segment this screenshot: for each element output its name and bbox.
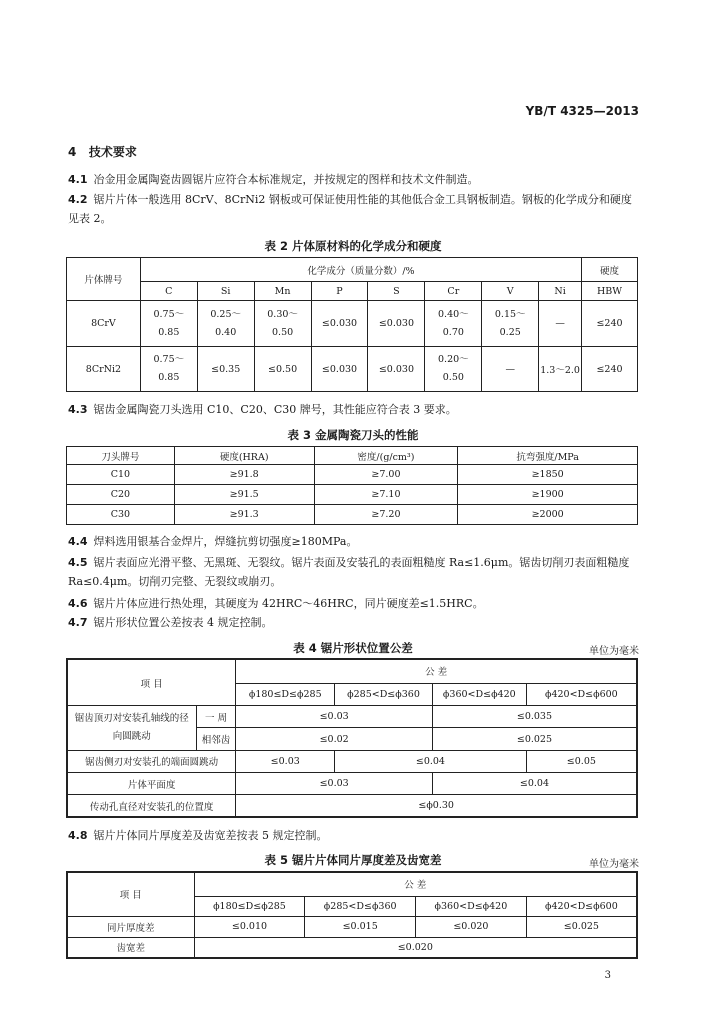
clause-number: 4.6	[68, 597, 88, 610]
table-row	[67, 772, 637, 794]
clause-4-4	[68, 532, 638, 551]
t3-header: 硬度(HRA)	[174, 447, 314, 465]
table4-unit: 单位为毫米	[589, 646, 639, 657]
t4-cell: ≤0.03	[236, 750, 335, 772]
t3-cell: ≥7.10	[314, 485, 458, 505]
t4-row-label: 锯齿顶刃对安装孔轴线的径向圆跳动	[67, 706, 196, 751]
clause-text: 锯片片体一般选用 8CrV、8CrNi2 钢板或可保证使用性能的其他低合金工具钢板制造。钢板的化学成分和硬度见表 2。	[68, 193, 632, 225]
table-row	[67, 750, 637, 772]
t4-cell: ≤0.035	[432, 706, 637, 728]
t3-cell: ≥7.00	[314, 465, 458, 485]
section-number: 4	[68, 145, 77, 159]
t2-header-composition: 化学成分（质量分数）/%	[140, 258, 581, 282]
t4-sub-label: 相邻齿	[196, 728, 236, 750]
t2-cell: ≤0.030	[368, 347, 425, 392]
t5-cell: ≤0.010	[194, 916, 305, 937]
table-row	[67, 485, 638, 505]
t5-header-tolerance: 公 差	[194, 872, 637, 896]
t2-cell: 0.20～ 0.50	[425, 347, 482, 392]
table4-caption: 表 4 锯片形状位置公差	[293, 641, 413, 655]
t3-header: 密度/(g/cm³)	[314, 447, 458, 465]
t3-cell: ≥91.3	[174, 505, 314, 525]
t2-element-header: Mn	[254, 282, 311, 301]
t2-cell: 0.75～ 0.85	[140, 347, 197, 392]
table-row	[67, 347, 638, 392]
clause-text: 锯齿金属陶瓷刀头选用 C10、C20、C30 牌号，其性能应符合表 3 要求。	[93, 403, 457, 416]
t4-cell: ≤0.03	[236, 772, 433, 794]
t2-cell: ≤0.35	[197, 347, 254, 392]
clause-4-7	[68, 613, 638, 632]
clause-text: 冶金用金属陶瓷齿圆锯片应符合本标准规定，并按规定的图样和技术文件制造。	[93, 173, 479, 186]
t5-row-label: 同片厚度差	[67, 916, 194, 937]
table4-shape-tolerance	[66, 658, 638, 818]
table-row	[67, 795, 637, 817]
t3-cell: ≥7.20	[314, 505, 458, 525]
t4-cell: ≤0.04	[432, 772, 637, 794]
t2-header-hardness: 硬度	[582, 258, 638, 282]
t2-cell: 0.25～ 0.40	[197, 301, 254, 347]
t2-element-header: Ni	[539, 282, 582, 301]
t4-row-label: 锯齿侧刃对安装孔的端面圆跳动	[67, 750, 236, 772]
clause-number: 4.3	[68, 403, 88, 416]
t3-cell: C20	[67, 485, 175, 505]
t4-sub-label: 一 周	[196, 706, 236, 728]
t2-cell: ≤0.030	[311, 347, 368, 392]
t2-element-header: C	[140, 282, 197, 301]
table-row	[67, 916, 637, 937]
t2-cell: 8CrV	[67, 301, 141, 347]
clause-4-1	[68, 170, 638, 189]
t4-cell: ≤0.05	[526, 750, 637, 772]
t2-element-header: Si	[197, 282, 254, 301]
t2-element-header: Cr	[425, 282, 482, 301]
t4-header-item: 项 目	[67, 659, 236, 706]
clause-text: 锯片表面应光滑平整、无黑斑、无裂纹。锯片表面及安装孔的表面粗糙度 Ra≤1.6μm。锯齿切削刃表面粗糙度 Ra≤0.4μm。切削刃完整、无裂纹或崩刃。	[68, 556, 630, 588]
clause-4-3	[68, 400, 638, 419]
t3-cell: ≥2000	[458, 505, 638, 525]
clause-text: 锯片片体应进行热处理，其硬度为 42HRC～46HRC，同片硬度差≤1.5HRC。	[93, 597, 484, 610]
t2-cell: 0.15～ 0.25	[482, 301, 539, 347]
t5-range-header: ϕ285<D≤ϕ360	[305, 896, 416, 916]
table-row	[67, 301, 638, 347]
table5-caption: 表 5 锯片片体同片厚度差及齿宽差	[264, 853, 442, 867]
clause-number: 4.5	[68, 556, 88, 569]
t2-cell: ≤0.030	[311, 301, 368, 347]
t4-range-header: ϕ420<D≤ϕ600	[526, 683, 637, 705]
table-row	[67, 937, 637, 958]
t5-cell: ≤0.025	[526, 916, 637, 937]
t4-header-tolerance: 公 差	[236, 659, 637, 683]
t2-element-header: V	[482, 282, 539, 301]
clause-number: 4.7	[68, 616, 88, 629]
table2-chemical-composition	[66, 257, 638, 392]
t4-cell: ≤0.04	[335, 750, 527, 772]
t3-cell: ≥1850	[458, 465, 638, 485]
table5-unit: 单位为毫米	[589, 859, 639, 870]
t2-cell: 8CrNi2	[67, 347, 141, 392]
t4-cell: ≤0.03	[236, 706, 433, 728]
table3-caption: 表 3 金属陶瓷刀头的性能	[287, 428, 419, 442]
t4-cell: ≤ϕ0.30	[236, 795, 637, 817]
t5-cell: ≤0.015	[305, 916, 416, 937]
clause-4-6	[68, 594, 638, 613]
clause-number: 4.2	[68, 193, 88, 206]
clause-number: 4.4	[68, 535, 88, 548]
t2-cell: —	[539, 301, 582, 347]
clause-text: 锯片形状位置公差按表 4 规定控制。	[93, 616, 273, 629]
t2-cell: —	[482, 347, 539, 392]
t3-cell: ≥91.5	[174, 485, 314, 505]
section-title: 技术要求	[88, 145, 137, 159]
t2-cell: ≤240	[582, 301, 638, 347]
clause-text: 锯片片体同片厚度差及齿宽差按表 5 规定控制。	[93, 829, 328, 842]
t3-header: 抗弯强度/MPa	[458, 447, 638, 465]
t3-cell: C10	[67, 465, 175, 485]
table-row	[67, 465, 638, 485]
t4-range-header: ϕ180≤D≤ϕ285	[236, 683, 335, 705]
t2-element-header: S	[368, 282, 425, 301]
clause-number: 4.1	[68, 173, 88, 186]
page-number: 3	[604, 970, 611, 981]
t3-cell: ≥1900	[458, 485, 638, 505]
clause-number: 4.8	[68, 829, 88, 842]
t5-cell: ≤0.020	[416, 916, 527, 937]
clause-4-5	[68, 553, 638, 591]
t5-range-header: ϕ420<D≤ϕ600	[526, 896, 637, 916]
table-row	[67, 706, 637, 728]
t5-range-header: ϕ180≤D≤ϕ285	[194, 896, 305, 916]
t2-header-hbw: HBW	[582, 282, 638, 301]
t5-row-label: 齿宽差	[67, 937, 194, 958]
table5-thickness-tolerance	[66, 871, 638, 959]
t2-cell: 0.75～ 0.85	[140, 301, 197, 347]
t2-cell: 0.40～ 0.70	[425, 301, 482, 347]
t5-range-header: ϕ360<D≤ϕ420	[416, 896, 527, 916]
t4-cell: ≤0.025	[432, 728, 637, 750]
t4-row-label: 片体平面度	[67, 772, 236, 794]
table3-cermet-properties	[66, 446, 638, 525]
clause-text: 焊料选用银基合金焊片，焊缝抗剪切强度≥180MPa。	[93, 535, 358, 548]
standard-number-header: YB/T 4325—2013	[525, 104, 639, 118]
t2-cell: ≤0.50	[254, 347, 311, 392]
t2-cell: ≤0.030	[368, 301, 425, 347]
t5-header-item: 项 目	[67, 872, 194, 916]
section-heading	[68, 143, 137, 160]
t2-element-header: P	[311, 282, 368, 301]
clause-4-8	[68, 826, 638, 845]
t4-range-header: ϕ360<D≤ϕ420	[432, 683, 526, 705]
t4-range-header: ϕ285<D≤ϕ360	[335, 683, 433, 705]
t2-cell: ≤240	[582, 347, 638, 392]
t4-row-label: 传动孔直径对安装孔的位置度	[67, 795, 236, 817]
t4-cell: ≤0.02	[236, 728, 433, 750]
t2-header-grade: 片体牌号	[67, 258, 141, 301]
table-row	[67, 505, 638, 525]
t3-header: 刀头牌号	[67, 447, 175, 465]
clause-4-2	[68, 190, 638, 228]
t2-cell: 1.3～2.0	[539, 347, 582, 392]
table2-caption: 表 2 片体原材料的化学成分和硬度	[264, 239, 442, 253]
t3-cell: C30	[67, 505, 175, 525]
t3-cell: ≥91.8	[174, 465, 314, 485]
t5-cell: ≤0.020	[194, 937, 637, 958]
t2-cell: 0.30～ 0.50	[254, 301, 311, 347]
